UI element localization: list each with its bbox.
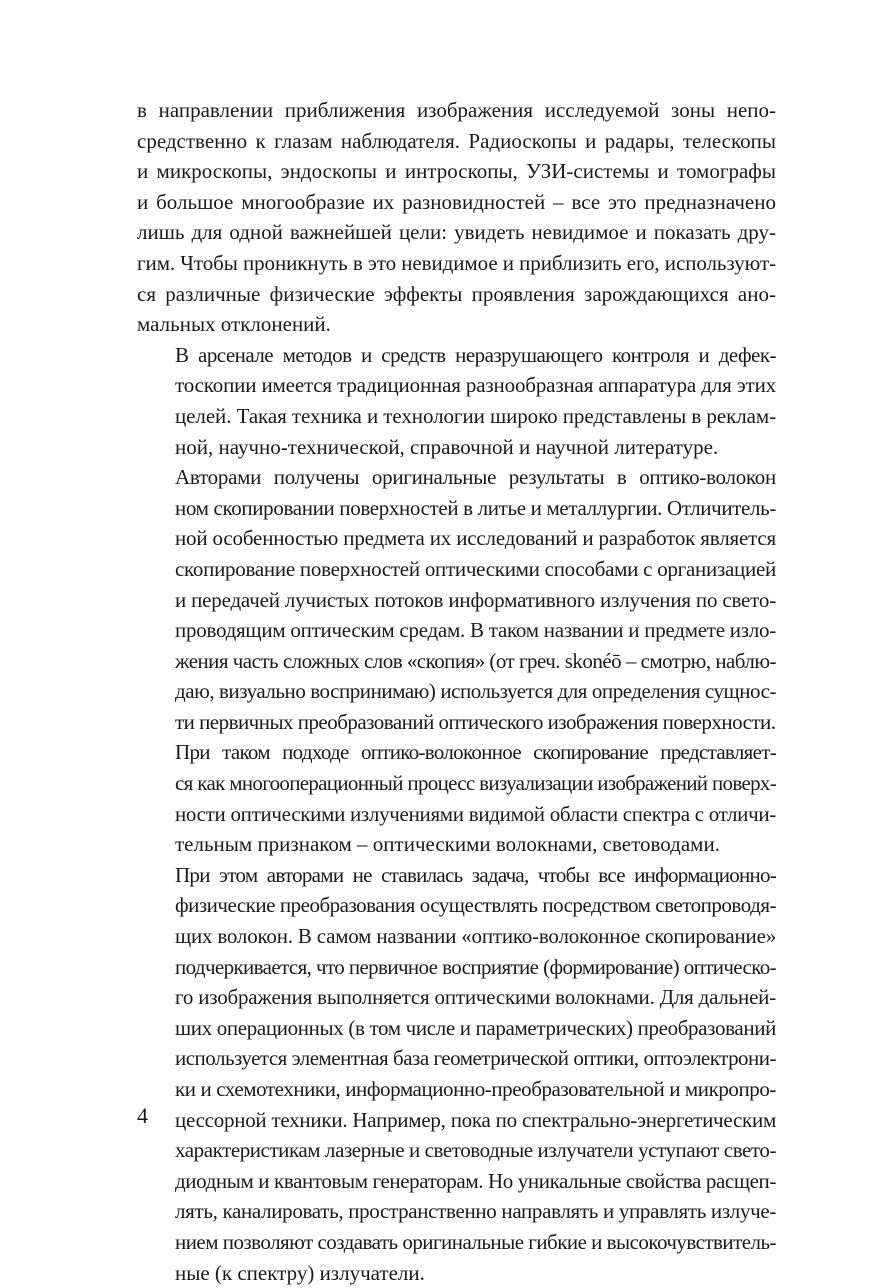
text-line: и большое многообразие их разновидностей – все это предназначено — [137, 189, 776, 214]
text-line: ные (к спектру) излучатели. — [175, 1260, 425, 1285]
paragraph — [137, 95, 776, 340]
paragraph — [137, 737, 776, 859]
text-line: лять, каналировать, пространственно направлять и управлять излуче- — [175, 1199, 776, 1224]
text-line: физические преобразования осуществлять посредством светопроводя- — [175, 893, 776, 918]
text-line: Авторами получены оригинальные результаты в оптико-волокон — [175, 465, 776, 490]
text-line: даю, визуально воспринимаю) используется для определения сущнос- — [175, 679, 776, 704]
text-line: гим. Чтобы проникнуть в это невидимое и приблизить его, используют- — [137, 250, 776, 275]
text-line: ся различные физические эффекты проявления зарождающихся ано- — [137, 281, 776, 306]
text-line: При таком подходе оптико-волоконное скопирование представляет- — [175, 740, 776, 765]
text-line: В арсенале методов и средств неразрушающего контроля и дефек- — [175, 342, 776, 367]
text-line: нием позволяют создавать оригинальные гибкие и высокочувствитель- — [175, 1229, 776, 1254]
text-line: подчеркивается, что первичное восприятие (формирование) оптическо- — [175, 954, 776, 979]
text-line: ти первичных преобразований оптического изображения поверхности. — [175, 709, 776, 734]
text-line: щих волокон. В самом названии «оптико-волоконное скопирование» — [175, 924, 776, 949]
text-line: скопирование поверхностей оптическими способами с организацией — [175, 556, 776, 581]
text-line: го изображения выполняется оптическими волокнами. Для дальней- — [175, 985, 776, 1010]
text-line: ки и схемотехники, информационно-преобразовательной и микропро- — [175, 1077, 776, 1101]
text-line: ся как многооперационный процесс визуализации изображений поверх- — [175, 771, 776, 796]
text-line: ном скопировании поверхностей в литье и металлургии. Отличитель- — [175, 495, 776, 520]
text-line: в направлении приближения изображения исследуемой зоны непо- — [137, 98, 776, 122]
text-line: проводящим оптическим средам. В таком названии и предмете изло- — [175, 618, 776, 643]
text-line: диодным и квантовым генераторам. Но уникальные свойства расщеп- — [175, 1168, 776, 1193]
text-line: средственно к глазам наблюдателя. Радиоскопы и радары, телескопы — [137, 128, 776, 153]
text-line: ной, научно-технической, справочной и научной литературе. — [175, 434, 719, 459]
page-body — [137, 95, 776, 1288]
main-text — [137, 95, 776, 1288]
text-line: целей. Такая техника и технологии широко представлены в реклам- — [175, 403, 776, 428]
text-line: и передачей лучистых потоков информативного излучения по свето- — [175, 587, 776, 612]
text-line: лишь для одной важнейшей цели: увидеть невидимое и показать дру- — [137, 220, 776, 245]
text-line: мальных отклонений. — [137, 312, 331, 337]
page-number: 4 — [137, 1103, 148, 1128]
text-line: ших операционных (в том числе и параметрических) преобразований — [175, 1015, 776, 1040]
text-line: При этом авторами не ставилась задача, чтобы все информационно- — [175, 862, 776, 887]
text-line: тоскопии имеется традиционная разнообразная аппаратура для этих — [175, 373, 776, 398]
text-line: и микроскопы, эндоскопы и интроскопы, УЗИ-системы и томографы — [137, 159, 776, 184]
text-line: используется элементная база геометрической оптики, оптоэлектрони- — [175, 1046, 776, 1071]
paragraph — [137, 340, 776, 462]
paragraph — [137, 860, 776, 1288]
paragraph — [137, 462, 776, 737]
text-line: цессорной техники. Например, пока по спектрально-энергетическим — [175, 1107, 776, 1132]
text-line: тельным признаком – оптическими волокнами, световодами. — [175, 832, 720, 857]
text-line: жения часть сложных слов «скопия» (от греч. skonéō – смотрю, наблю- — [175, 648, 776, 673]
text-line: ности оптическими излучениями видимой области спектра с отличи- — [175, 801, 776, 826]
text-line: характеристикам лазерные и световодные излучатели уступают свето- — [175, 1138, 776, 1163]
text-line: ной особенностью предмета их исследований и разработок является — [175, 526, 776, 551]
